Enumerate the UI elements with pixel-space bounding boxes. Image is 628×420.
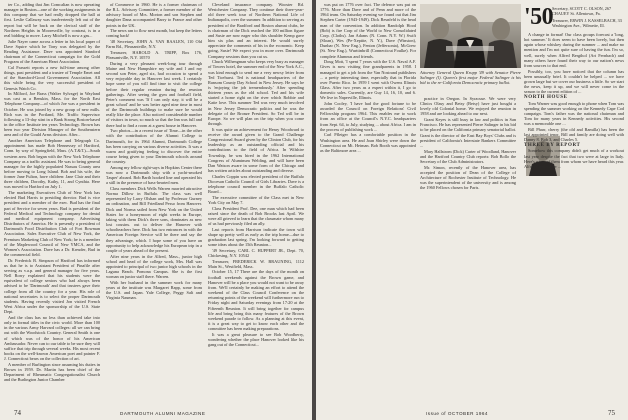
left-footer: DARTMOUTH ALUMNI MAGAZINE xyxy=(120,411,206,416)
class-year-50: '50 xyxy=(524,4,554,30)
group-photo-image xyxy=(420,4,521,68)
group-photo xyxy=(420,4,521,68)
left-column-1 xyxy=(4,2,100,383)
article-paragraph: In Milford, Joe Brass (Walter Sylvage) in Wayland was cast as a Benskin, Mass. for the North East Telephone Company—of which Joe was a president in October. He was joined by a new group of new mills. Rich was in the Portland, Me. Traffic Supervisor following a 13-day stint in a Bank Strong Boston-based in the office Institute ten years Technology. Brown has been two year Division Manager of the Southeastern area and of the Gould Arms division. After... xyxy=(4,91,100,138)
article-paragraph: Grant Keyes is still busy in law and politics in San Francisco. He has represented Pierre Salinger in his bid to be placed on the California primary senatorial ballot. Grant is the director of the East Bay Boys' Clubs and is president of California's Interstate Bankers Committee ... xyxy=(420,117,516,148)
section-heading: THREE BY REPORT xyxy=(524,142,581,148)
article-paragraph: And the class has no less than achieved take into only in formal titles in the civic world. More than 100 in the various Army Harvard colleges: all we can bring out with the Woodstock Country. General Smith is one of which was of the honor of his American Ambassador. Never can to our table to be sure they will suffice that trip through several weeks. His most recent books on the well-known American poet and painter F. J. Connecticut bears on the collection of art. xyxy=(4,314,100,362)
article-paragraph: Two photos—in a recent issue of Time—in the other with the contribution of the Alumni College to Dartmouth, for its 1964 Alumni, Dartmouth College has been carrying on various diverse activities. It was a warm and gratifying feeling to discover the entire course being given to your Dartmouth schools around the country. xyxy=(106,128,202,165)
article-paragraph: Last reports from Harrison indicate the town will shape up pretty well as early as the trip home—due to graduation last spring. I'm looking forward to getting some ideas about the 15th Reunion... xyxy=(208,226,304,248)
article-paragraph: Mr. Simon, recently of the Hanover area, has accepted the position of Dean of the College of Architecture of Rochester Institute of Technology. He was the superintendent of the university and is among the 1960 Fellows chosen for Paris. xyxy=(420,164,516,191)
class-50-treasurer: Treasurer, ERWIN J. KASSELBACH, 33 Washington Ave., Wilmette, Ill. xyxy=(552,18,622,28)
article-paragraph: Another American Telephone and Telegraph Co. appointment has made Bob Hennessey of Hartford, Conn. by way of Springfield, Mass. (A.T.&T.)—South western area. Bob began with the New York Telephone Company as a traffic assistant. He was to being general manager for the highly populated Nassau County area before moving to Long Island. Bob and his wife, the former Jane Fulton, have children: Jane Clair and their three children, Dorothy, Kathy, 11, and Cynthia. Here was moved to Hartford on July 1. xyxy=(4,138,100,190)
article-paragraph: Cleveland insurance company. Wooster Rd. Westchester Company. They continue their three-year-old three week tour of Northern National Life of Indianapolis, over the summer. In addition to serving as president of the Bradford and Boston alumni clubs, he is chairman of the Dick reached the 100 million figure and Susie are now eager who this shoulder Kemp gave him six plus and an interest. He would surely appreciate the comments of his in the economic. Keep going, Susie! We expect you in more over. Dartmouth Company sessions than you cut us. xyxy=(208,2,304,59)
article-paragraph: was put on 1776 over fact. The defence was put on 1776. More than Dave and of Penn and more of the 1964 team. On Saturday evening we found out that Jim Stephen Carter (1943-1949). Dick Resnfeld is the head man of the convention. In addition Randolph Hood (Bob) is fire Corp of the World to New Consolidated Corp. (Cloths). Jan Adams (N. Conn. N.Y. W.) Swift (Sloan), Wes (Pe-Xeptite, N. Y.), Dave (Winston), Dunbar (N. New Eng.), Fenton (Jeffersonia), McGrew (St. New Eng.), Wurttinbrill (Connecticut Foulke). For complete Alumnus and friends. xyxy=(320,2,416,59)
article-paragraph: practice in Oregon. In Syracuse. We were very Clinics Olasy and Betsy (Betsy) have just bought a lovely old Colonial home. We enjoyed the reunion in 1958 and are looking ahead to our next. xyxy=(420,96,516,117)
article-paragraph: After nine years in the Alfred, Mass., junior high school and head of the college work, Mrs. Hall was appointed to principal of two junior high schools in the Laguna Beach. Pomona Campus. She is the first woman on junior staff there. Warren. xyxy=(106,253,202,280)
class-50-secretary: Secretary, SCOTT C. OLSON, 267 CHAUEY St. Allentown, Pa. xyxy=(552,6,612,16)
article-paragraph: Mary Hallstrom (Dick) Carter of Woodland, Hanover and the Hartford Country Club reports: Bob Bollo the Secretary of the Club Administrators. xyxy=(420,148,516,164)
article-paragraph: Class President Prof. Dee, one man which had been raised since the death of Bob Brooks last April. We were all grieved to learn that the classmate whom many of us had previously filed an ally. xyxy=(208,205,304,227)
article-paragraph: A member of Burlington since assuming his duties in Brown in 1959. Dr. Martin has been chief of the Department of Rheumatic Congregationalist Church and the Burlington Junior Chamber xyxy=(4,361,100,383)
article-paragraph: Treasurer, FREDERICK W. BRAUNING, 1112 Main St., Westfield, Mass. xyxy=(208,258,304,269)
left-column-3 xyxy=(208,2,304,348)
article-paragraph: Treasurer, HAROLD A. TRIPP, Box 176, Pleasantville, N.Y. 10570 xyxy=(106,49,202,61)
article-paragraph: Charles Coppin was elected president of the Buffalo Diocesan Catholic Council of Girls Libraries. Dave is a telephone council member in the Buffalo Catholic Board... xyxy=(208,173,304,195)
left-column-2 xyxy=(106,2,202,301)
right-column-1 xyxy=(320,2,416,154)
article-paragraph: '48 Secretary, JOHN A. VAN BAALEN, 110 Old Farm Rd., Pleasantville, N.Y. xyxy=(106,39,202,50)
article-paragraph: Chuck Wilhengman who keeps very busy as manager of Towers hotel, the summer end of the New York A.C., was kind enough to send me a very newsy letter from Ted Ticehurst. Ted is national headquarters of the Ransom County Day School in New Jersey. He says he is 'enjoying the job tremendously.' After spending thirteen years as the old school. Ted and his wife started a home right on the river which Robbie and Katie love. This summer Ted was very much involved in New Jersey Democratic politics and he was the delegate of the Bronze President. So Ted will be in Europe. So we will plan on the trip when you come through. xyxy=(208,59,304,127)
article-paragraph: '49 Secretary, CARL C. HUPPERT JR., Dept. 70, Chickesing, N.Y. 10542 xyxy=(208,247,304,258)
article-paragraph: Bill Pharr, cherry (the old and Ramilla) has been the last appointed tenor. Bill and family are doing well with Danny 8, Bob 3, and Charles 5. xyxy=(524,126,624,143)
article-paragraph: Julie Nayer came across a letter in his local paper of Dave Squire which he Tony was delegated by the Reading Assistance. Dave was appointed Stanford chairman of the Connecticut campaign for the Gold Program of the American Heart Association. xyxy=(4,38,100,65)
article-paragraph: With her husband in the summer work for many years at the institute was Margaret Rapp, some from the U.S. and Japan. Yale College, Peggy Salt and Virginia Nauman. xyxy=(106,279,202,301)
right-page xyxy=(316,0,628,420)
article-paragraph: It was quite an achievement for Henry Woodward to receive the award given to the Grand Challenge Congressional Award given by the Clinton Club, for his leadership as an outstanding official and his contributions to the field of Africa. In Wilshire Township, he was hired in the 1962 International Congress of Aluminum Welding, and will have been Dan Watson aware in some form of the Chicago and has written articles about outstanding and diverse. xyxy=(208,126,304,173)
article-paragraph: Tom Warner was good enough to phone when Tom was spending the summer working on the Kennedy Cape Cod campaign. Tom's father was the national chairman and Tom for many years in Kennedy activities. His second was a memorable one ... xyxy=(524,100,624,127)
article-paragraph: Carl Pfleiger has a comfortable position in the Washington area. He and Joan Shirley were down the Connecticut on Mt. Heiman. Bob Booth was appointed as the Baltimore area ... xyxy=(320,132,416,153)
article-paragraph: October 15, 17 There are the days of the month on football weekends against the Brown game, and Hanover will be a place you would not want to be away from. We'll certainly be making an effort to attend the weekend of the Class Council Conference on the returning points of the weekend will furthermore run to Friday night and Saturday evenings from 17:20 at the Fifteenth Reunion. It will bring together for campus life and bring bring this many features of the Brown weekend parade to follow. As a planning at this event, it is a great way to get to know each other and the committee has been making preparations. xyxy=(208,269,304,332)
left-page-number: 74 xyxy=(14,409,21,417)
right-page-number: 75 xyxy=(608,409,615,417)
article-paragraph: Cal Frassett reports a new full-time among other things, past president and a trustee of Temple Emet and of the Stamford-Good Government Association. All this while being the very successful president of Genesis Watch Co. xyxy=(4,64,100,91)
article-paragraph: Dr. Frederick B. Simpson of Hartford has informed us that he is to Assistant President of Pinafile after serving as v.a.p. and general manager for five years. Nell Rorry explained that his students were the equivalent of college seniors who had always been advised to be 'Dartmouth' and that trustees gave their college from all the country for a year. His role of national secretaries is to select the proper Dartmouth students. Having recently visited Jon visited French West Africa under the sponsorship of the U.S. State Dept. xyxy=(4,257,100,315)
article-paragraph: Possibly, too, you have noticed that the column has been unusually brief. It couldn't be helped ... we have grown large but we cover our business a little. So we start the news, keep it up, and we will never come in the season to the current edition of ... xyxy=(524,68,624,95)
article-paragraph: The executive committee of the Class met in New York City on May 7. xyxy=(208,194,304,205)
photo-caption: Attorney General Queen Krupp '49 with Senator Pierre Salinger (l). Queen's first major Federal Salinger is his bid to the re-California Democratic primary ballot. xyxy=(420,70,521,86)
right-column-2 xyxy=(420,96,516,191)
article-paragraph: Doug Mott, 'I spent 7 years with the U.S. Naval A.F. Gives is now visiting fine grandparents in 1958. I managed to get a job from the Van Nostrand publishers ... a pretty interesting time, especially that in Florida over Puerto Rico. In 1959 I went with Owens Illinois Glass. After two years as a expert within it, I go to domestic sales. Currently, are Guy 14, 16, 10, and 6. We live in Naperville, Illinois. xyxy=(320,59,416,101)
article-paragraph: ter Co., adding that Jim Comcalian is now operating manager in Boston—one of the working assignments in this company that we had really dropped the ball at first. Leslie Callaway was inadvertently left out of the report but will be back on the clerical staff of the Northern Heights in Mooresville, by contrast, is in a real bidding to move. Larry Mitchell is now a gas... xyxy=(4,2,100,38)
article-paragraph: Class members Dick Wells Warren married attractive Norma Dillow in Buffalo. The class was well represented by Larry Olshan and by Professor Gurney an ordination, and Bill Friedland Pesso from Hanover. Dick and Norma sailed from New York on the United States for a honeymoon of eight weeks in Europe, taking with them Dick's three sons, dominates as new lost cousins. out to deliver the Hanover with schoolteachers here. Dick has two entrances in with the American Foreign Service will be there and say the they advantage, which. I hope some of you have an opportunity to help acknowledge his European trip in a couple of years ahead of the present. xyxy=(106,185,202,253)
article-paragraph: It was a great pleasure to see Bob Woodberry, wondering whether the place Hanover looked like his gang out of the Connecticut... xyxy=(208,331,304,348)
article-paragraph: During a very pleasant week-long tour through Maine and New Hampshire my wife and I and my second son Peter, aged six, had occasion to spend a very enjoyable day in Hanover last week. I certainly hope some of you will find time to visit the college before their regular reunion during the reunion gatherings. After seeing the gym and football field, Peter's comment was 'If I can only stay, it will be a great school' and he was better aged nine time in most of the Dartmouth buildings to make sure he would really like the place. Also noticed considerable number of visitors in town, so much so that the Inn was full and there had to find a room at a guest house in Hanover. xyxy=(106,60,202,128)
section-heading: NORTH HOUSE xyxy=(524,94,568,100)
article-paragraph: Among my fellow right-says in Hopkins Center there was now a Dartmouth ship with a yacht-smoked 'Jasper' aboard. Bob Barth hooked line and operated his a still in the presence of bass-hearted men. xyxy=(106,164,202,186)
right-column-3 xyxy=(524,32,624,170)
article-paragraph: The news ran to flow next month, but keep the letters coming back! xyxy=(106,28,202,39)
article-paragraph: John Cooley, 'I have had the good fortune to be awarded the Council on Foreign Relations' Civil Fellowship program 1964. This enables me to work from an office at the Council's N.Y.C. headquarters from Sept. 64, to July, studying ... about Africa. I am in the process of publishing work ... xyxy=(320,100,416,132)
article-paragraph: A change in format! Our class groups forecast a 'long, hot summer.' It does seem to have been lovely, but then again whose whiskey during the summer ... and make no mention and I'm not quite sure of having the fun. I'm so, well, surely when Alfred Bergthol (Art Fernbach) and many others have found their way to our nation's news from sources to that end. xyxy=(524,32,624,68)
article-paragraph: of Commerce in 1960. He is a former chairman of the R.L. Advisory Committee, a former member of the advisory board of Mrs. Morton and son Stephen and daughter Dana accompanied Barry to France and other points in the UK. xyxy=(106,2,202,28)
left-page xyxy=(0,0,312,420)
right-footer: Issue of OCTOBER 1964 xyxy=(426,411,488,416)
article-paragraph: Somehow this company didn't get much of a workout last year despite the fact that two were at large in Italy. Here's a few of them from whom we have heard this year. Alfred Fienkmeyer ... xyxy=(524,148,624,169)
article-paragraph: The marketing Executives Club of New York has elected Bud Harris to presiding director. Bud is vice president and a member of the exec. Bud has the final part of Service for seven years. Bud is president of the Federal Medical and Technology company for dental and medical equipment company. Advertising Distributors of America. He is presently a president of Dartmouth Food Distribution Club of Fort Bowman Association. Sales Executive Club of New York, the Premium Marketing Club of New York; he is a member of the Maplewood Council of New YMCA, and the Women's Association. Dave has a Dr. Kreuder, Bud in the commercial field. xyxy=(4,190,100,257)
